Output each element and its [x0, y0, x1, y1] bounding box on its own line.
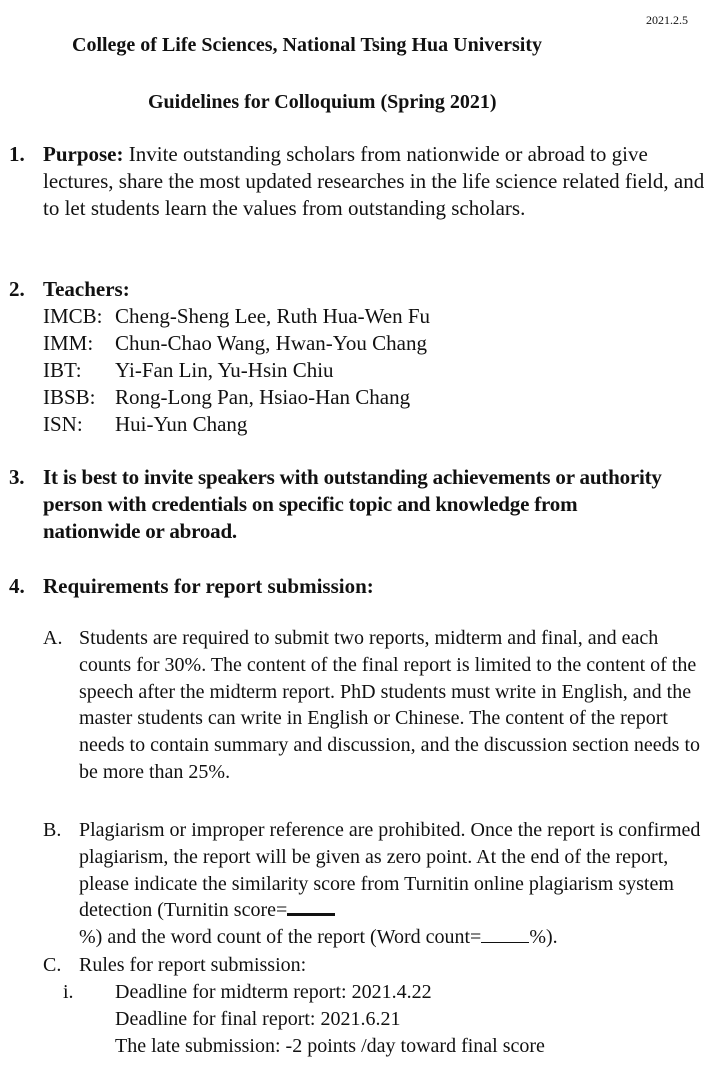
section-heading: Purpose:	[43, 142, 124, 166]
section-number: 1.	[9, 142, 25, 166]
teacher-names: Yi-Fan Lin, Yu-Hsin Chiu	[115, 358, 334, 382]
institute-code: ISN:	[43, 412, 83, 436]
section-number: 4.	[9, 574, 25, 598]
item-text-part: Plagiarism or improper reference are prohibited. Once the report is confirmed plagiarism, the report will be given as zero point. At the end of the report, please indicate the similarity score from Turnitin online plagiarism system detection (Turnitin score=	[79, 819, 701, 922]
institute-code: IBSB:	[43, 385, 96, 409]
teacher-row	[43, 357, 334, 384]
item-label: B.	[43, 819, 62, 841]
institution-title: College of Life Sciences, National Tsing Hua University	[72, 34, 542, 56]
item-text	[79, 817, 709, 951]
late-penalty: The late submission: -2 points /day toward final score	[115, 1035, 545, 1057]
document-title: Guidelines for Colloquium (Spring 2021)	[148, 91, 497, 113]
word-count-blank	[481, 942, 529, 943]
rule-label: i.	[63, 981, 74, 1003]
teacher-row	[43, 303, 430, 330]
section-number: 3.	[9, 465, 25, 489]
section-body	[43, 141, 708, 222]
teacher-names: Rong-Long Pan, Hsiao-Han Chang	[115, 385, 411, 409]
final-deadline: Deadline for final report: 2021.6.21	[115, 1008, 401, 1030]
teacher-row	[43, 330, 427, 357]
item-label: C.	[43, 954, 62, 976]
section-number: 2.	[9, 277, 25, 301]
item-text: Rules for report submission:	[79, 954, 307, 976]
institute-code: IMCB:	[43, 304, 103, 328]
institute-code: IMM:	[43, 331, 94, 355]
teacher-names: Hui-Yun Chang	[115, 412, 248, 436]
teacher-names: Chun-Chao Wang, Hwan-You Chang	[115, 331, 427, 355]
institute-code: IBT:	[43, 358, 82, 382]
turnitin-score-blank	[287, 913, 335, 916]
rule-lines	[115, 979, 715, 1060]
section-text: Invite outstanding scholars from nationwide or abroad to give lectures, share the most updated researches in the life science related field, and to let students learn the values from outstanding scholars.	[43, 142, 705, 220]
teacher-names: Cheng-Sheng Lee, Ruth Hua-Wen Fu	[115, 304, 430, 328]
teacher-row	[43, 384, 410, 411]
item-text-part: %) and the word count of the report (Word count=	[79, 926, 482, 949]
section-heading: Requirements for report submission:	[43, 574, 374, 598]
section-heading: Teachers:	[43, 277, 130, 301]
item-label: A.	[43, 627, 63, 649]
section-heading: It is best to invite speakers with outstanding achievements or authority person with credentials on specific topic and knowledge from nationwide or abroad.	[43, 465, 662, 543]
item-text-part: %).	[529, 926, 558, 949]
document-date: 2021.2.5	[646, 13, 688, 27]
midterm-deadline: Deadline for midterm report: 2021.4.22	[115, 981, 432, 1003]
teacher-row	[43, 411, 247, 438]
item-text: Students are required to submit two reports, midterm and final, and each counts for 30%. The content of the final report is limited to the content of the speech after the midterm report. PhD students must write in English, and the master students can write in English or Chinese. The content of the report needs to contain summary and discussion, and the discussion section needs to be more than 25%.	[79, 627, 701, 783]
